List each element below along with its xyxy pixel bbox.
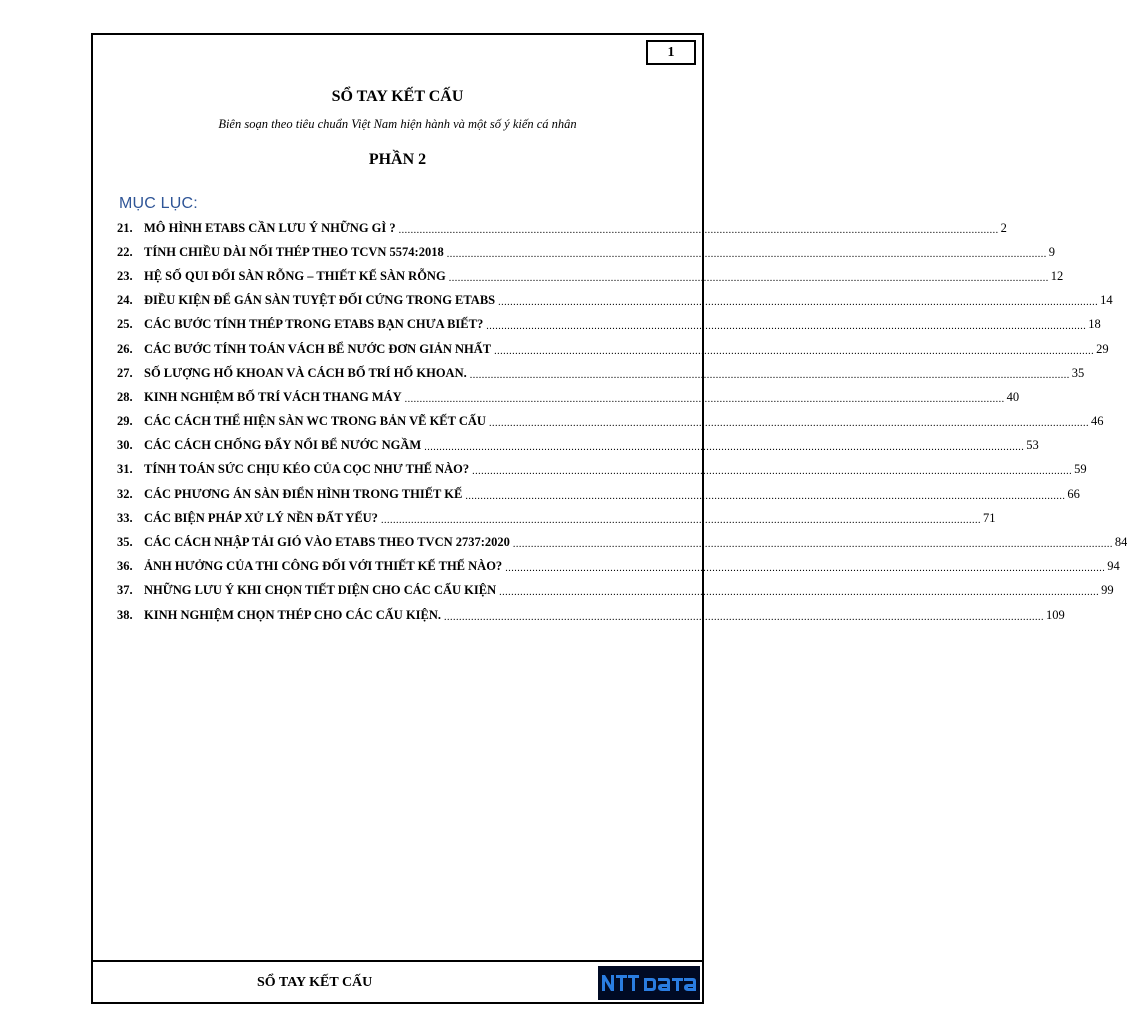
toc-entry-page: 9 — [1048, 244, 1055, 259]
toc-entry[interactable] — [117, 555, 1120, 579]
toc-dot-leader: ........................................................................................................................................................................................................ — [444, 611, 1045, 623]
toc-entry-title: KINH NGHIỆM CHỌN THÉP CHO CÁC CẤU KIỆN. — [144, 607, 442, 622]
toc-entry[interactable] — [117, 289, 1113, 313]
toc-dot-leader: ........................................................................................................................................................................................................ — [472, 466, 1073, 478]
toc-entry-page: 35 — [1071, 365, 1085, 380]
toc-entry-number: 38. — [117, 607, 133, 622]
toc-entry-page: 18 — [1088, 317, 1101, 332]
toc-entry[interactable] — [117, 530, 1127, 554]
toc-entry-title: CÁC BƯỚC TÍNH TOÁN VÁCH BỂ NƯỚC ĐƠN GIẢN NHẤT — [144, 341, 492, 356]
toc-dot-leader: ........................................................................................................................................................................................................ — [499, 587, 1100, 599]
toc-entry-number: 22. — [117, 244, 133, 259]
toc-entry-number: 29. — [117, 414, 133, 429]
ntt-data-logo — [598, 966, 700, 1000]
toc-entry[interactable] — [117, 506, 996, 530]
toc-entry-number: 26. — [117, 341, 133, 356]
toc-entry[interactable] — [117, 385, 1020, 409]
toc-entry[interactable] — [117, 313, 1101, 337]
toc-dot-leader: ........................................................................................................................................................................................................ — [424, 442, 1025, 454]
toc-entry-page: 66 — [1067, 486, 1080, 501]
toc-entry-title: HỆ SỐ QUI ĐỔI SÀN RỖNG – THIẾT KẾ SÀN RỖNG — [144, 268, 446, 283]
toc-entry[interactable] — [117, 603, 1065, 627]
toc-entry[interactable] — [117, 240, 1055, 264]
toc-entry-number: 23. — [117, 268, 133, 283]
toc-entry-number: 25. — [117, 317, 133, 332]
toc-heading: MỤC LỤC: — [119, 195, 198, 212]
toc-entry-page: 59 — [1074, 462, 1087, 477]
toc-entry-title: ĐIỀU KIỆN ĐỂ GÁN SÀN TUYỆT ĐỐI CỨNG TRONG ETABS — [144, 293, 496, 308]
toc-dot-leader: ........................................................................................................................................................................................................ — [486, 321, 1087, 333]
toc-entry-page: 46 — [1090, 414, 1104, 429]
toc-entry-page: 2 — [1000, 220, 1007, 235]
footer-title: SỔ TAY KẾT CẤU — [257, 975, 373, 990]
toc-entry[interactable] — [117, 410, 1104, 434]
table-of-contents — [117, 216, 1127, 627]
page-footer — [93, 960, 702, 1004]
toc-entry-number: 31. — [117, 462, 133, 477]
toc-entry-title: SỐ LƯỢNG HỐ KHOAN VÀ CÁCH BỐ TRÍ HỐ KHOAN. — [144, 365, 467, 380]
toc-dot-leader: ........................................................................................................................................................................................................ — [446, 248, 1047, 260]
toc-entry-title: CÁC CÁCH CHỐNG ĐẨY NỔI BỂ NƯỚC NGẦM — [144, 438, 422, 453]
toc-entry-number: 21. — [117, 220, 133, 235]
toc-dot-leader: ........................................................................................................................................................................................................ — [494, 345, 1095, 357]
ntt-data-logo-icon — [600, 972, 698, 994]
toc-dot-leader: ........................................................................................................................................................................................................ — [448, 272, 1049, 284]
toc-entry-number: 33. — [117, 510, 133, 525]
toc-entry-number: 28. — [117, 389, 133, 404]
toc-entry[interactable] — [117, 482, 1080, 506]
toc-entry-page: 99 — [1101, 583, 1114, 598]
toc-entry-number: 35. — [117, 535, 133, 550]
toc-entry-title: CÁC PHƯƠNG ÁN SÀN ĐIỂN HÌNH TRONG THIẾT KẾ — [144, 486, 463, 501]
toc-entry-page: 84 — [1114, 535, 1127, 550]
toc-dot-leader: ........................................................................................................................................................................................................ — [505, 563, 1106, 575]
toc-entry[interactable] — [117, 579, 1114, 603]
toc-entry-title: MÔ HÌNH ETABS CẦN LƯU Ý NHỮNG GÌ ? — [144, 220, 396, 235]
toc-entry-page: 71 — [982, 510, 996, 525]
toc-entry[interactable] — [117, 337, 1109, 361]
toc-entry-title: TÍNH TOÁN SỨC CHỊU KÉO CỦA CỌC NHƯ THẾ NÀO? — [144, 462, 470, 477]
toc-entry-page: 94 — [1107, 559, 1120, 574]
toc-entry-title: CÁC BƯỚC TÍNH THÉP TRONG ETABS BẠN CHƯA BIẾT? — [144, 317, 484, 332]
toc-entry-number: 32. — [117, 486, 133, 501]
toc-dot-leader: ........................................................................................................................................................................................................ — [498, 297, 1099, 309]
toc-entry[interactable] — [117, 361, 1085, 385]
toc-entry-page: 12 — [1050, 268, 1064, 283]
document-part: PHẦN 2 — [368, 151, 427, 168]
toc-entry[interactable] — [117, 216, 1007, 240]
toc-dot-leader: ........................................................................................................................................................................................................ — [469, 369, 1070, 381]
toc-entry-title: TÍNH CHIỀU DÀI NỐI THÉP THEO TCVN 5574:2018 — [144, 244, 444, 259]
document-subtitle: Biên soạn theo tiêu chuẩn Việt Nam hiện hành và một số ý kiến cá nhân — [218, 117, 577, 131]
toc-entry-page: 40 — [1006, 389, 1020, 404]
toc-dot-leader: ........................................................................................................................................................................................................ — [465, 490, 1066, 502]
toc-entry-title: KINH NGHIỆM BỐ TRÍ VÁCH THANG MÁY — [144, 389, 402, 404]
toc-entry-title: ẢNH HƯỞNG CỦA THI CÔNG ĐỐI VỚI THIẾT KẾ THẾ NÀO? — [144, 559, 503, 574]
toc-entry-title: NHỮNG LƯU Ý KHI CHỌN TIẾT DIỆN CHO CÁC CẤU KIỆN — [144, 583, 497, 598]
toc-entry-title: CÁC CÁCH THỂ HIỆN SÀN WC TRONG BẢN VẼ KẾT CẤU — [144, 414, 486, 429]
toc-entry-number: 24. — [117, 293, 133, 308]
toc-entry-number: 37. — [117, 583, 133, 598]
toc-dot-leader: ........................................................................................................................................................................................................ — [488, 418, 1089, 430]
toc-entry[interactable] — [117, 458, 1087, 482]
toc-entry-title: CÁC CÁCH NHẬP TẢI GIÓ VÀO ETABS THEO TVCN 2737:2020 — [144, 535, 510, 550]
toc-entry-page: 14 — [1100, 293, 1113, 308]
toc-entry-page: 29 — [1096, 341, 1109, 356]
toc-entry[interactable] — [117, 434, 1039, 458]
toc-entry-page: 53 — [1026, 438, 1039, 453]
page-frame — [91, 33, 1127, 1004]
toc-dot-leader: ........................................................................................................................................................................................................ — [512, 539, 1113, 551]
toc-dot-leader: ........................................................................................................................................................................................................ — [380, 514, 981, 526]
toc-entry-page: 109 — [1046, 607, 1065, 622]
toc-dot-leader: ........................................................................................................................................................................................................ — [404, 393, 1005, 405]
toc-entry[interactable] — [117, 264, 1064, 288]
toc-dot-leader: ........................................................................................................................................................................................................ — [398, 224, 999, 236]
page-number: 1 — [646, 40, 696, 65]
toc-entry-title: CÁC BIỆN PHÁP XỬ LÝ NỀN ĐẤT YẾU? — [144, 510, 378, 525]
toc-entry-number: 27. — [117, 365, 133, 380]
toc-entry-number: 36. — [117, 559, 133, 574]
document-title: SỔ TAY KẾT CẤU — [331, 88, 464, 105]
toc-entry-number: 30. — [117, 438, 133, 453]
